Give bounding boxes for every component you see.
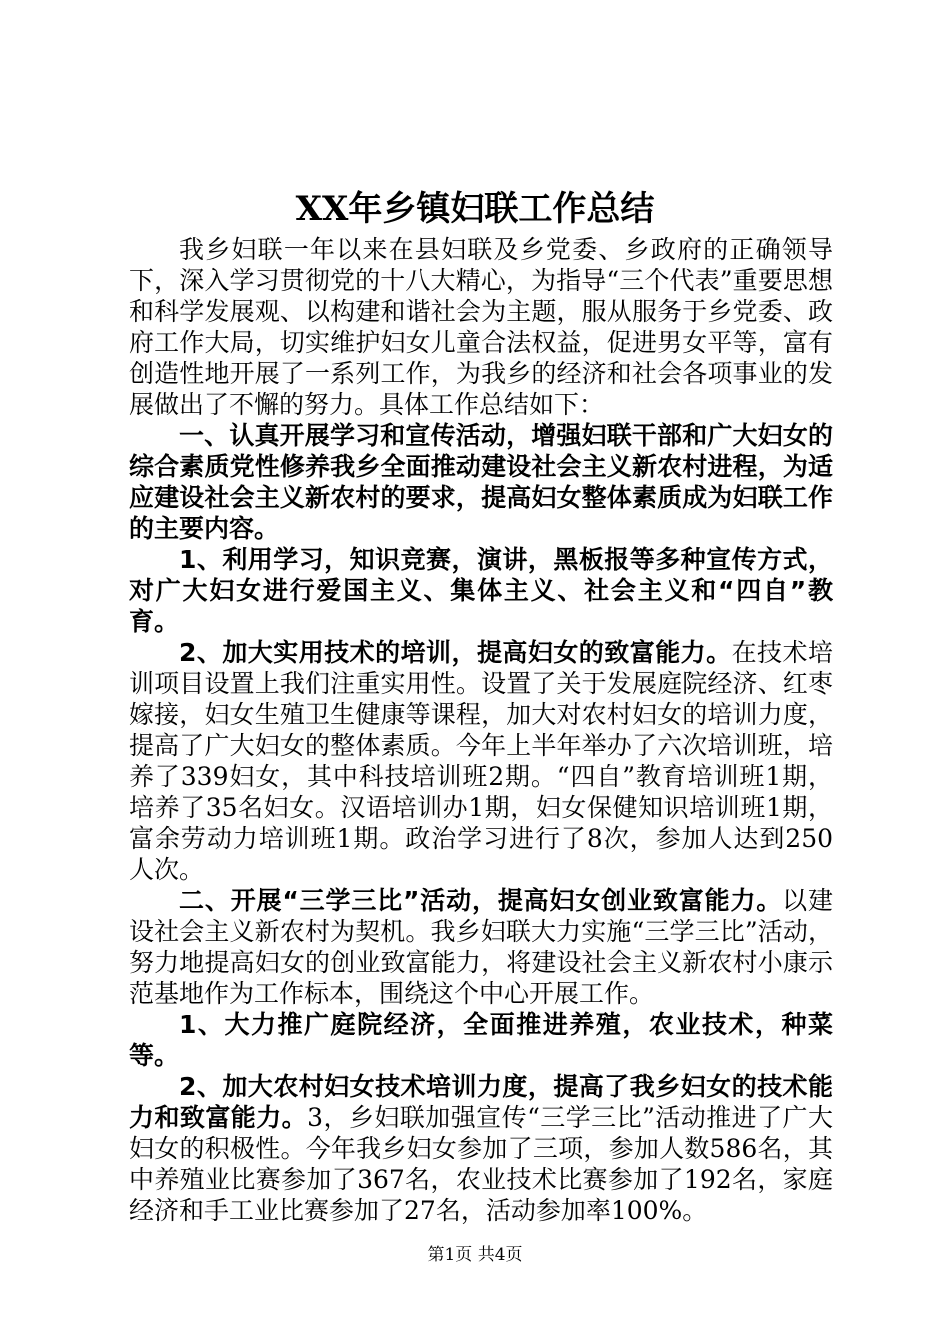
paragraph-section-1 [129, 420, 833, 544]
document-title: XX年乡镇妇联工作总结 [295, 189, 655, 229]
paragraph-text: 3，乡妇联加强宣传“三学三比”活动推进了广大妇女的积极性。今年我乡妇女参加了三项，参加人数586名，其中养殖业比赛参加了367名，农业技术比赛参加了192名，家庭经济和手工业比赛参加了27名，活动参加率100%。 [129, 1103, 833, 1225]
paragraph-intro [129, 234, 833, 420]
paragraph-section-1-item-2 [129, 637, 833, 885]
paragraph-bold-text: 二、开展“三学三比”活动，提高妇女创业致富能力。 [179, 886, 783, 915]
document-body [129, 234, 833, 1226]
paragraph-section-2-item-2 [129, 1071, 833, 1226]
paragraph-bold-text: 1、大力推广庭院经济，全面推进养殖，农业技术，种菜等。 [129, 1010, 833, 1070]
paragraph-bold-text: 2、加大农村妇女技术培训力度，提高了我乡妇女的技术能力和致富能力。 [129, 1072, 833, 1132]
paragraph-text: 以建设社会主义新农村为契机。我乡妇联大力实施“三学三比”活动，努力地提高妇女的创业致富能力，将建设社会主义新农村小康示范基地作为工作标本，围绕这个中心开展工作。 [129, 886, 833, 1008]
paragraph-bold-text: 2、加大实用技术的培训，提高妇女的致富能力。 [179, 638, 732, 667]
paragraph-bold-text: 一、认真开展学习和宣传活动，增强妇联干部和广大妇女的综合素质党性修养我乡全面推动建设社会主义新农村进程，为适应建设社会主义新农村的要求，提高妇女整体素质成为妇联工作的主要内容。 [129, 421, 833, 543]
paragraph-section-2-item-1 [129, 1009, 833, 1071]
paragraph-bold-text: 1、利用学习，知识竞赛，演讲，黑板报等多种宣传方式，对广大妇女进行爱国主义、集体主义、社会主义和“四自”教育。 [129, 545, 833, 636]
paragraph-section-2 [129, 885, 833, 1009]
paragraph-section-1-item-1 [129, 544, 833, 637]
page-number-footer: 第1页 共4页 [427, 1245, 523, 1265]
paragraph-text: 在技术培训项目设置上我们注重实用性。设置了关于发展庭院经济、红枣嫁接，妇女生殖卫生健康等课程，加大对农村妇女的培训力度，提高了广大妇女的整体素质。今年上半年举办了六次培训班，培养了339妇女，其中科技培训班2期。“四自”教育培训班1期，培养了35名妇女。汉语培训办1期，妇女保健知识培训班1期，富余劳动力培训班1期。政治学习进行了8次，参加人达到250人次。 [129, 638, 833, 884]
paragraph-text: 我乡妇联一年以来在县妇联及乡党委、乡政府的正确领导下，深入学习贯彻党的十八大精心，为指导“三个代表”重要思想和科学发展观、以构建和谐社会为主题，服从服务于乡党委、政府工作大局，切实维护妇女儿童合法权益，促进男女平等，富有创造性地开展了一系列工作，为我乡的经济和社会各项事业的发展做出了不懈的努力。具体工作总结如下： [129, 235, 833, 419]
